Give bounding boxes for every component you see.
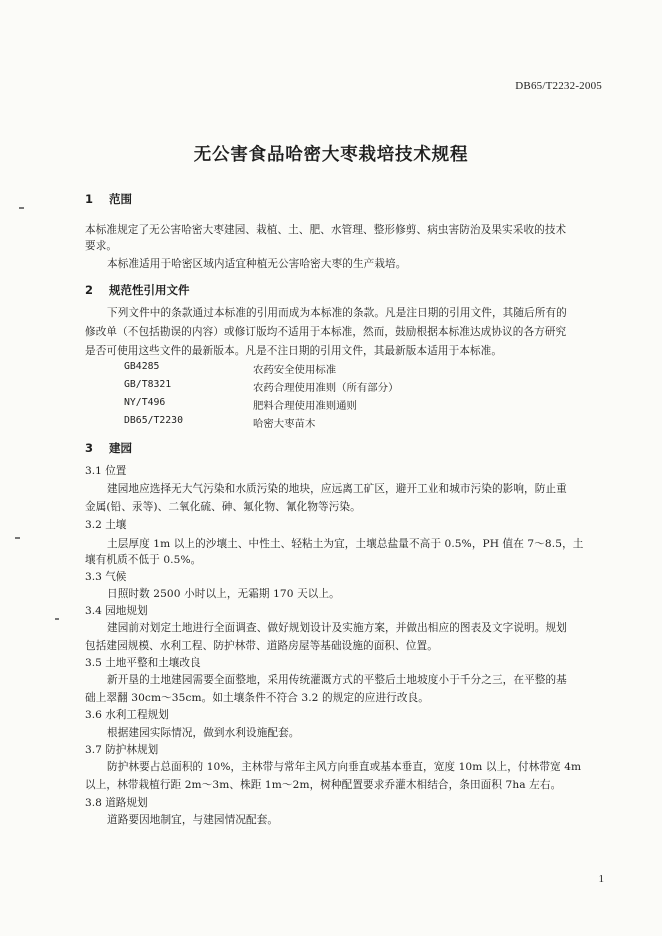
section-number: 1 <box>85 192 94 206</box>
section-number: 3 <box>85 441 94 455</box>
reference-code: GB/T8321 <box>124 379 172 390</box>
subsection-title: 3.1 位置 <box>85 465 127 477</box>
subsection-title: 3.4 园地规划 <box>85 605 148 617</box>
section-title: 规范性引用文件 <box>109 283 190 297</box>
reference-name: 农药安全使用标准 <box>253 364 337 376</box>
paragraph-line: 金属(铅、汞等)、二氧化硫、砷、氟化物、氰化物等污染。 <box>85 501 361 513</box>
paragraph-line: 下列文件中的条款通过本标准的引用而成为本标准的条款。凡是注日期的引用文件，其随后所有的 <box>107 307 567 319</box>
section-title: 建园 <box>109 441 132 455</box>
reference-name: 哈密大枣苗木 <box>253 418 316 430</box>
reference-code: DB65/T2230 <box>124 415 183 426</box>
paragraph-line: 是否可使用这些文件的最新版本。凡是不注日期的引用文件，其最新版本适用于本标准。 <box>85 345 503 357</box>
subsection-title: 3.2 土壤 <box>85 519 127 531</box>
standard-number: DB65/T2232-2005 <box>515 80 602 92</box>
paragraph-line: 要求。 <box>85 240 118 252</box>
paragraph-line: 土层厚度 1m 以上的沙壤土、中性土、轻粘土为宜，土壤总盐量不高于 0.5%，PH 值在 7～8.5，土 <box>107 538 584 550</box>
section-heading-scope <box>85 191 132 207</box>
subsection-title: 3.5 土地平整和土壤改良 <box>85 657 201 669</box>
paragraph-line: 本标准规定了无公害哈密大枣建园、栽植、土、肥、水管理、整形修剪、病虫害防治及果实采收的技术 <box>85 224 567 236</box>
paragraph-line: 根据建园实际情况，做到水利设施配套。 <box>107 727 300 739</box>
reference-name: 肥料合理使用准则通则 <box>253 400 357 412</box>
paragraph-line: 包括建园规模、水利工程、防护林带、道路房屋等基础设施的面积、位置。 <box>85 640 438 652</box>
subsection-title: 3.7 防护林规划 <box>85 744 159 756</box>
scan-speck <box>15 537 20 539</box>
paragraph-line: 以上，林带栽植行距 2m～3m、株距 1m～2m，树种配置要求乔灌木相结合，条田面积 7ha 左右。 <box>85 779 562 791</box>
subsection-title: 3.3 气候 <box>85 571 127 583</box>
section-heading-normative-references <box>85 282 190 298</box>
paragraph-line: 建园地应选择无大气污染和水质污染的地块，应远离工矿区，避开工业和城市污染的影响，防止重 <box>107 483 567 495</box>
reference-code: GB4285 <box>124 361 160 372</box>
reference-code: NY/T496 <box>124 397 166 408</box>
paragraph-line: 新开垦的土地建园需要全面整地，采用传统灌溉方式的平整后土地坡度小于千分之三，在平整的基 <box>107 674 567 686</box>
paragraph-line: 壤有机质不低于 0.5%。 <box>85 554 202 566</box>
scan-speck <box>55 618 59 620</box>
subsection-title: 3.6 水利工程规划 <box>85 709 169 721</box>
paragraph-line: 建园前对划定土地进行全面调查、做好规划设计及实施方案，并做出相应的图表及文字说明。规划 <box>107 622 567 634</box>
paragraph-line: 础上翠翻 30cm～35cm。如土壤条件不符合 3.2 的规定的应进行改良。 <box>85 692 429 704</box>
reference-name: 农药合理使用准则（所有部分） <box>253 382 399 394</box>
paragraph-line: 防护林要占总面积的 10%，主林带与常年主风方向垂直或基本垂直，宽度 10m 以上，付林带宽 4m <box>107 761 582 773</box>
section-number: 2 <box>85 283 94 297</box>
paragraph-line: 道路要因地制宜，与建园情况配套。 <box>107 814 279 826</box>
page-number: 1 <box>598 873 604 885</box>
section-title: 范围 <box>109 192 132 206</box>
scan-speck <box>19 207 24 209</box>
paragraph-line: 修改单（不包括勘误的内容）或修订版均不适用于本标准，然而，鼓励根据本标准达成协议的各方研究 <box>85 326 567 338</box>
paragraph-line: 日照时数 2500 小时以上，无霜期 170 天以上。 <box>107 588 340 600</box>
section-heading-orchard-establishment <box>85 440 132 456</box>
subsection-title: 3.8 道路规划 <box>85 797 148 809</box>
page-title: 无公害食品哈密大枣栽培技术规程 <box>193 145 469 165</box>
paragraph-line: 本标准适用于哈密区域内适宜种植无公害哈密大枣的生产栽培。 <box>107 258 407 270</box>
